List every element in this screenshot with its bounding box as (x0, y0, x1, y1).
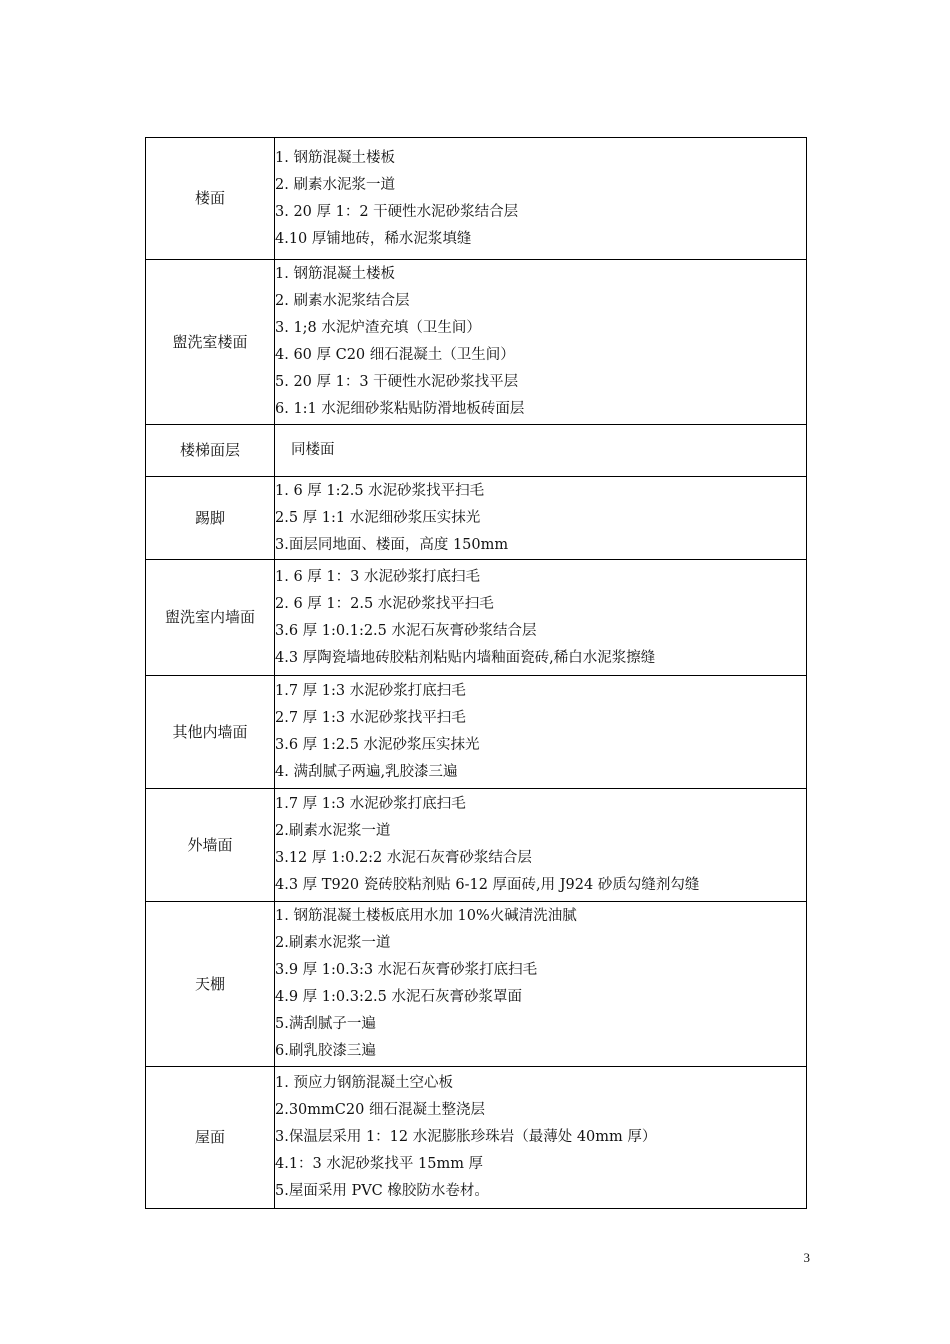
spec-item: 2.刷素水泥浆一道 (275, 935, 391, 951)
row-content (275, 676, 807, 789)
spec-item: 2. 刷素水泥浆一道 (275, 176, 395, 193)
table-row (146, 902, 807, 1067)
spec-item: 6.刷乳胶漆三遍 (275, 1043, 376, 1059)
spec-item: 同楼面 (291, 442, 335, 458)
row-content (275, 425, 807, 477)
spec-item: 6. 1:1 水泥细砂浆粘贴防滑地板砖面层 (275, 401, 525, 417)
spec-item: 2.5 厚 1:1 水泥细砂浆压实抹光 (275, 509, 481, 526)
table-row (146, 477, 807, 560)
row-label: 盥洗室楼面 (146, 260, 275, 425)
row-label: 踢脚 (146, 477, 275, 560)
spec-item: 3. 20 厚 1：2 干硬性水泥砂浆结合层 (275, 203, 519, 220)
row-content (275, 1067, 807, 1209)
construction-spec-table (145, 137, 807, 1209)
spec-item: 1. 钢筋混凝土楼板 (275, 149, 395, 166)
spec-item: 3.12 厚 1:0.2:2 水泥石灰膏砂浆结合层 (275, 850, 532, 866)
row-content (275, 902, 807, 1067)
row-label: 盥洗室内墙面 (146, 560, 275, 676)
spec-item: 1. 钢筋混凝土楼板 (275, 266, 395, 282)
table-row (146, 789, 807, 902)
spec-item: 3.6 厚 1:2.5 水泥砂浆压实抹光 (275, 737, 480, 753)
spec-item: 1. 钢筋混凝土楼板底用水加 10%火碱清洗油腻 (275, 908, 577, 924)
spec-item: 2. 刷素水泥浆结合层 (275, 293, 410, 309)
row-content (275, 477, 807, 560)
spec-item: 4.3 厚陶瓷墙地砖胶粘剂粘贴内墙釉面瓷砖,稀白水泥浆擦缝 (275, 649, 656, 666)
spec-item: 4. 满刮腻子两遍,乳胶漆三遍 (275, 764, 458, 780)
spec-item: 3.保温层采用 1：12 水泥膨胀珍珠岩（最薄处 40mm 厚） (275, 1129, 657, 1145)
row-label: 天棚 (146, 902, 275, 1067)
spec-item: 4. 60 厚 C20 细石混凝土（卫生间） (275, 347, 515, 363)
spec-item: 2.30mmC20 细石混凝土整浇层 (275, 1102, 485, 1118)
row-label: 楼梯面层 (146, 425, 275, 477)
spec-item: 2.7 厚 1:3 水泥砂浆找平扫毛 (275, 710, 466, 726)
spec-item: 5. 20 厚 1：3 干硬性水泥砂浆找平层 (275, 374, 519, 390)
row-label: 其他内墙面 (146, 676, 275, 789)
spec-item: 4.10 厚铺地砖，稀水泥浆填缝 (275, 230, 472, 247)
spec-item: 1.7 厚 1:3 水泥砂浆打底扫毛 (275, 796, 466, 812)
spec-item: 3. 1;8 水泥炉渣充填（卫生间） (275, 320, 481, 336)
spec-item: 5.满刮腻子一遍 (275, 1016, 376, 1032)
spec-item: 3.6 厚 1:0.1:2.5 水泥石灰膏砂浆结合层 (275, 622, 537, 639)
row-content (275, 260, 807, 425)
table-row (146, 1067, 807, 1209)
row-content (275, 789, 807, 902)
spec-item: 1. 6 厚 1:2.5 水泥砂浆找平扫毛 (275, 482, 485, 499)
table-row (146, 138, 807, 260)
table-row (146, 676, 807, 789)
row-label: 楼面 (146, 138, 275, 260)
row-content (275, 560, 807, 676)
spec-item: 1.7 厚 1:3 水泥砂浆打底扫毛 (275, 683, 466, 699)
table-row (146, 425, 807, 477)
spec-item: 4.1：3 水泥砂浆找平 15mm 厚 (275, 1156, 484, 1172)
spec-item: 2.刷素水泥浆一道 (275, 823, 391, 839)
row-label: 屋面 (146, 1067, 275, 1209)
row-content (275, 138, 807, 260)
spec-item: 4.9 厚 1:0.3:2.5 水泥石灰膏砂浆罩面 (275, 989, 523, 1005)
spec-item: 1. 6 厚 1：3 水泥砂浆打底扫毛 (275, 568, 480, 585)
spec-item: 4.3 厚 T920 瓷砖胶粘剂贴 6-12 厚面砖,用 J924 砂质勾缝剂勾缝 (275, 877, 700, 893)
page-number: 3 (803, 1250, 810, 1265)
spec-item: 1. 预应力钢筋混凝土空心板 (275, 1075, 453, 1091)
spec-item: 2. 6 厚 1：2.5 水泥砂浆找平扫毛 (275, 595, 494, 612)
spec-item: 3.面层同地面、楼面，高度 150mm (275, 536, 509, 553)
row-label: 外墙面 (146, 789, 275, 902)
spec-item: 3.9 厚 1:0.3:3 水泥石灰膏砂浆打底扫毛 (275, 962, 538, 978)
table-row (146, 560, 807, 676)
spec-table-body (146, 138, 807, 1209)
spec-item: 5.屋面采用 PVC 橡胶防水卷材。 (275, 1183, 489, 1199)
table-row (146, 260, 807, 425)
